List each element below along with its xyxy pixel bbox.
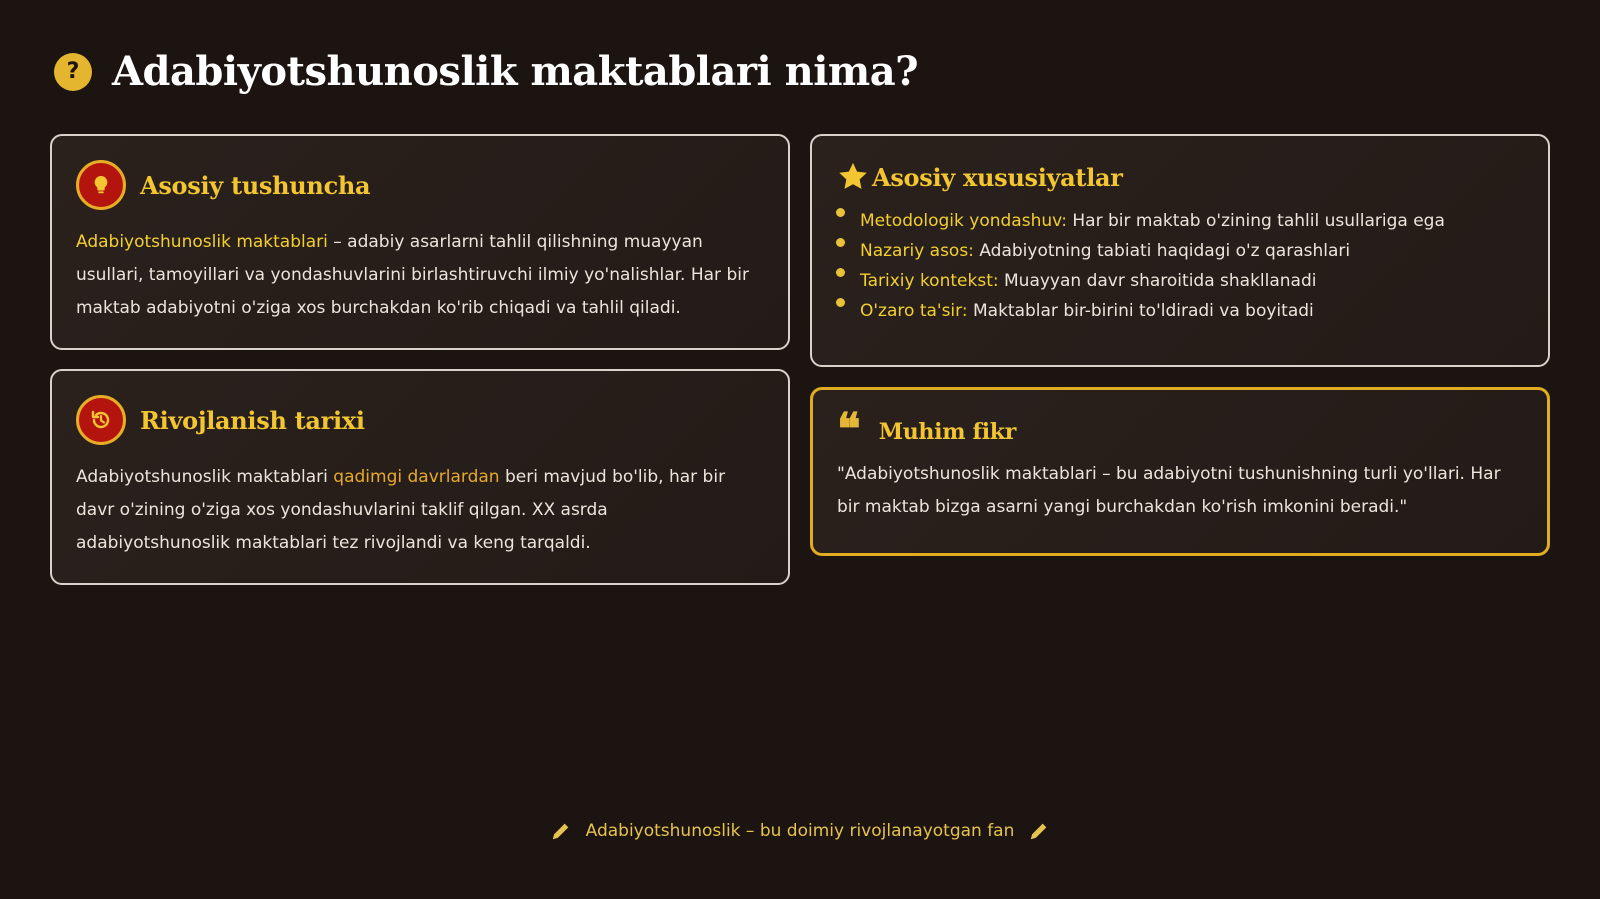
card-header	[836, 160, 1524, 194]
card-header	[76, 160, 764, 210]
feature-label: Metodologik yondashuv:	[860, 211, 1067, 231]
important-thought-card	[810, 387, 1550, 556]
card-title: Asosiy tushuncha	[140, 170, 371, 200]
body-text: beri mavjud bo'lib, har bir davr o'zining o'ziga xos yondashuvlarini taklif qilgan. XX asrda adabiyotshunoslik maktablari tez rivojlandi va keng tarqaldi.	[76, 467, 726, 553]
feature-text: Maktablar bir-birini to'ldiradi va boyitadi	[967, 301, 1314, 321]
pencil-icon	[550, 820, 572, 842]
body-text: Adabiyotshunoslik maktablari	[76, 467, 334, 487]
highlight-term: qadimgi davrlardan	[333, 467, 500, 487]
page-title: Adabiyotshunoslik maktablari nima?	[112, 48, 919, 95]
card-header	[837, 404, 1523, 455]
features-list	[836, 206, 1524, 326]
page-header	[54, 48, 918, 95]
history-icon	[76, 395, 126, 445]
footer-text: Adabiyotshunoslik – bu doimiy rivojlanayotgan fan	[585, 821, 1015, 841]
card-text	[76, 461, 764, 560]
basic-concept-card	[50, 134, 790, 350]
footer	[0, 820, 1600, 842]
list-item	[836, 236, 1524, 266]
features-card	[810, 134, 1550, 367]
quote-icon: ❝	[837, 404, 861, 455]
bullet-dot	[836, 268, 845, 277]
list-item	[836, 266, 1524, 296]
feature-label: O'zaro ta'sir:	[860, 301, 968, 321]
highlight-term: Adabiyotshunoslik maktablari	[76, 232, 328, 252]
feature-label: Nazariy asos:	[860, 241, 974, 261]
list-item	[836, 206, 1524, 236]
feature-text: Adabiyotning tabiati haqidagi o'z qarashlari	[973, 241, 1351, 261]
card-text	[76, 226, 764, 325]
bullet-dot	[836, 238, 845, 247]
history-card	[50, 369, 790, 585]
pencil-icon	[1028, 820, 1050, 842]
list-item	[836, 296, 1524, 326]
body-text: – adabiy asarlarni tahlil qilishning muayyan usullari, tamoyillari va yondashuvlarini birlashtiruvchi ilmiy yo'nalishlar. Har bir maktab adabiyotni o'ziga xos burchakdan ko'rib chiqadi va tahlil qiladi.	[76, 232, 749, 318]
bullet-dot	[836, 298, 845, 307]
card-header	[76, 395, 764, 445]
feature-label: Tarixiy kontekst:	[860, 271, 999, 291]
feature-text: Har bir maktab o'zining tahlil usullariga ega	[1066, 211, 1445, 231]
card-title: Asosiy xususiyatlar	[872, 162, 1123, 192]
quote-text: "Adabiyotshunoslik maktablari – bu adabiyotni tushunishning turli yo'llari. Har bir maktab bizga asarni yangi burchakdan ko'rish imkonini beradi."	[837, 464, 1501, 517]
bullet-dot	[836, 208, 845, 217]
lightbulb-icon	[76, 160, 126, 210]
star-icon	[836, 160, 870, 194]
card-title: Rivojlanish tarixi	[140, 405, 365, 435]
feature-text: Muayyan davr sharoitida shakllanadi	[998, 271, 1317, 291]
card-title: Muhim fikr	[878, 419, 1016, 445]
question-circle-icon: ?	[54, 53, 92, 91]
